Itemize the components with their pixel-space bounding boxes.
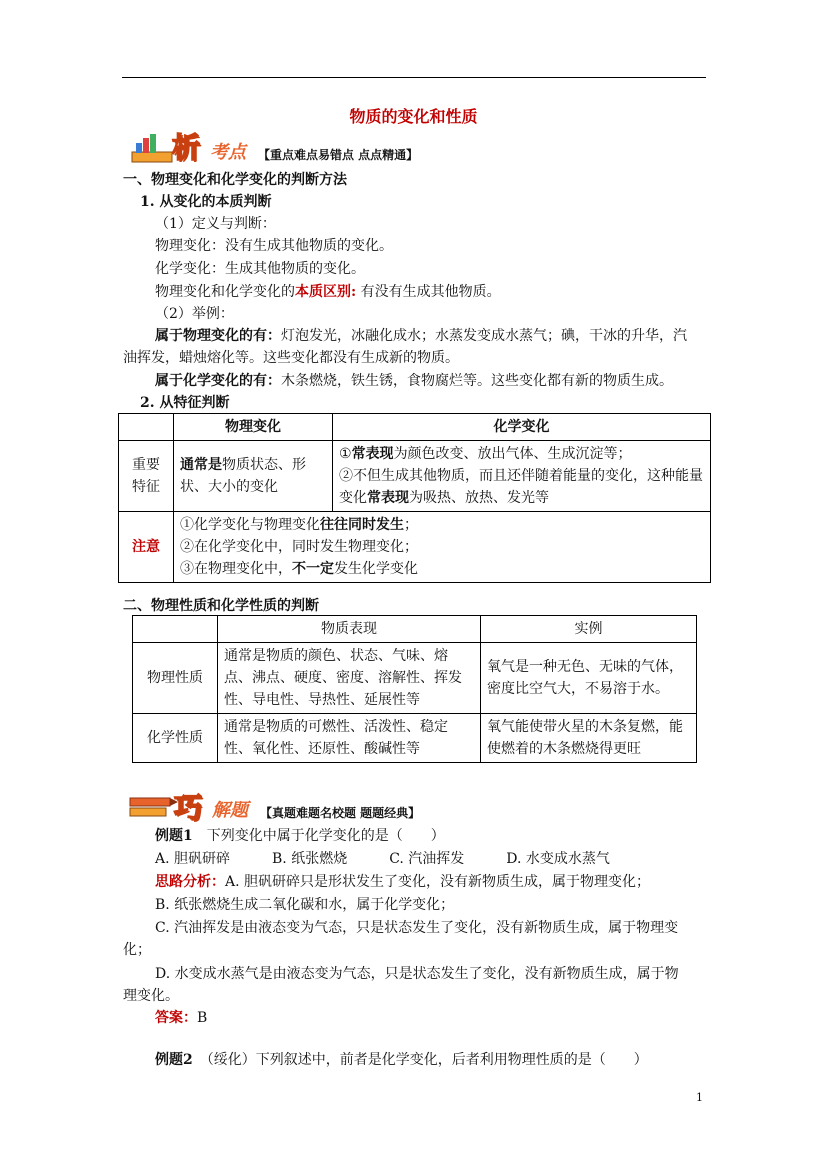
row-label-note: 注意 xyxy=(119,512,174,583)
page-number: 1 xyxy=(696,1091,703,1104)
properties-table xyxy=(132,615,697,763)
chemical-features-cell xyxy=(333,441,711,512)
note-3-text: ③在物理变化中， xyxy=(180,561,292,577)
banner-analysis-caption: 【重点难点易错点 点点精通】 xyxy=(258,148,419,162)
pencil-icon xyxy=(128,792,178,822)
physical-features-text: 物质状态、形状、大小的变化 xyxy=(180,457,306,495)
banner-solve xyxy=(128,788,458,824)
physical-examples-line1 xyxy=(155,326,687,346)
physical-examples-line2: 油挥发，蜡烛熔化等。这些变化都没有生成新的物质。 xyxy=(123,350,459,366)
example-2-label: 例题2 xyxy=(155,1052,193,1068)
subsection-2-heading: 2. 从特征判断 xyxy=(140,395,230,411)
banner-solve-caption: 【真题难题名校题 题题经典】 xyxy=(260,806,421,820)
analysis-line-b: B. 纸张燃烧生成二氧化碳和水，属于化学变化； xyxy=(155,897,455,913)
essential-difference xyxy=(155,282,501,302)
header-chemical-change: 化学变化 xyxy=(333,414,711,441)
example-2-question xyxy=(155,1050,648,1070)
row-label-part: 特征 xyxy=(132,479,160,495)
note-1-text: ①化学变化与物理变化 xyxy=(180,517,320,533)
table-row xyxy=(119,512,711,583)
header-expression: 物质表现 xyxy=(218,616,481,643)
definition-label: （1）定义与判断： xyxy=(155,216,276,232)
difference-text: 有没有生成其他物质。 xyxy=(356,284,501,300)
example-1-label: 例题1 xyxy=(155,828,193,844)
note-3-tail: 发生化学变化 xyxy=(334,561,418,577)
analysis-a-text: A. 胆矾研碎只是形状发生了变化，没有新物质生成，属于物理变化； xyxy=(225,874,651,890)
note-cell xyxy=(174,512,711,583)
physical-examples-text: 灯泡发光，冰融化成水；水蒸发变成水蒸气；碘，干冰的升华，汽 xyxy=(281,328,687,344)
banner-solve-char: 巧 xyxy=(174,791,203,824)
banner-solve-sub: 解题 xyxy=(212,800,248,821)
example-1-text: 下列变化中属于化学变化的是（ ） xyxy=(206,828,445,844)
chemical-examples xyxy=(155,371,673,391)
analysis-key: 思路分析： xyxy=(155,874,225,890)
chem-feature-1-text: 为颜色改变、放出气体、生成沉淀等； xyxy=(393,446,632,462)
physical-property-example: 氧气是一种无色、无味的气体，密度比空气大，不易溶于水。 xyxy=(481,643,697,714)
chem-feature-2-tail: 为吸热、放热、发光等 xyxy=(409,490,549,506)
change-features-table xyxy=(118,413,711,583)
physical-change-definition: 物理变化：没有生成其他物质的变化。 xyxy=(155,238,393,254)
physical-features-key: 通常是 xyxy=(180,457,222,473)
banner-analysis-char: 析 xyxy=(172,131,201,164)
books-icon xyxy=(130,126,176,166)
section-1-heading: 一、物理变化和化学变化的判断方法 xyxy=(123,172,347,188)
row-label-physical-property: 物理性质 xyxy=(133,643,218,714)
analysis-line-c2: 化； xyxy=(123,942,151,958)
physical-examples-key: 属于物理变化的有： xyxy=(155,328,281,344)
table-row xyxy=(133,643,697,714)
table-cell xyxy=(119,414,174,441)
table-row xyxy=(119,441,711,512)
analysis-line-c1: C. 汽油挥发是由液态变为气态，只是状态发生了变化，没有新物质生成，属于物理变 xyxy=(155,920,679,936)
section-2-heading: 二、物理性质和化学性质的判断 xyxy=(123,598,319,614)
table-row xyxy=(133,616,697,643)
chem-feature-2-key: 常表现 xyxy=(367,490,409,506)
analysis-line-a xyxy=(155,872,650,892)
example-1-question xyxy=(155,826,445,846)
row-label-chemical-property: 化学性质 xyxy=(133,714,218,763)
page-title: 物质的变化和性质 xyxy=(349,107,478,126)
analysis-line-d1: D. 水变成水蒸气是由液态变为气态，只是状态发生了变化，没有新物质生成，属于物 xyxy=(155,966,679,982)
answer-key: 答案： xyxy=(155,1010,197,1026)
analysis-line-d2: 理变化。 xyxy=(123,988,179,1004)
chemical-examples-key: 属于化学变化的有： xyxy=(155,373,281,389)
chemical-examples-text: 木条燃烧，铁生锈，食物腐烂等。这些变化都有新的物质生成。 xyxy=(281,373,673,389)
banner-analysis xyxy=(130,126,460,166)
answer-line xyxy=(155,1008,207,1028)
chemical-property-expression: 通常是物质的可燃性、活泼性、稳定性、氧化性、还原性、酸碱性等 xyxy=(218,714,481,763)
chemical-change-definition: 化学变化：生成其他物质的变化。 xyxy=(155,261,365,277)
header-physical-change: 物理变化 xyxy=(174,414,333,441)
example-2-text: （绥化）下列叙述中，前者是化学变化，后者利用物理性质的是（ ） xyxy=(206,1052,648,1068)
note-1-tail: ； xyxy=(404,517,418,533)
examples-label: （2）举例： xyxy=(155,306,234,322)
physical-features-cell xyxy=(174,441,333,512)
row-label-features xyxy=(119,441,174,512)
subsection-1-heading: 1. 从变化的本质判断 xyxy=(140,194,272,210)
note-3-key: 不一定 xyxy=(292,561,334,577)
answer-value: B xyxy=(197,1010,208,1026)
table-row xyxy=(133,714,697,763)
banner-analysis-sub: 考点 xyxy=(210,142,246,163)
example-1-options: A. 胆矾研碎 B. 纸张燃烧 C. 汽油挥发 D. 水变成水蒸气 xyxy=(155,851,610,867)
chem-feature-1-num: ① xyxy=(339,446,352,462)
difference-prefix: 物理变化和化学变化的 xyxy=(155,284,295,300)
table-cell xyxy=(133,616,218,643)
table-row xyxy=(119,414,711,441)
note-2-text: ②在化学变化中，同时发生物理变化； xyxy=(180,539,418,555)
chemical-property-example: 氧气能使带火星的木条复燃，能使燃着的木条燃烧得更旺 xyxy=(481,714,697,763)
row-label-part: 重要 xyxy=(132,457,160,473)
difference-key: 本质区别: xyxy=(295,284,357,300)
header-example: 实例 xyxy=(481,616,697,643)
physical-property-expression: 通常是物质的颜色、状态、气味、熔点、沸点、硬度、密度、溶解性、挥发性、导电性、导热性、延展性等 xyxy=(218,643,481,714)
header-rule xyxy=(122,77,706,78)
chem-feature-1-key: 常表现 xyxy=(351,446,394,462)
note-1-key: 往往同时发生 xyxy=(320,517,404,533)
chem-feature-2-text: ②不但生成其他物质，而且还伴随着能量的变化，这种能量变化 xyxy=(339,468,703,506)
